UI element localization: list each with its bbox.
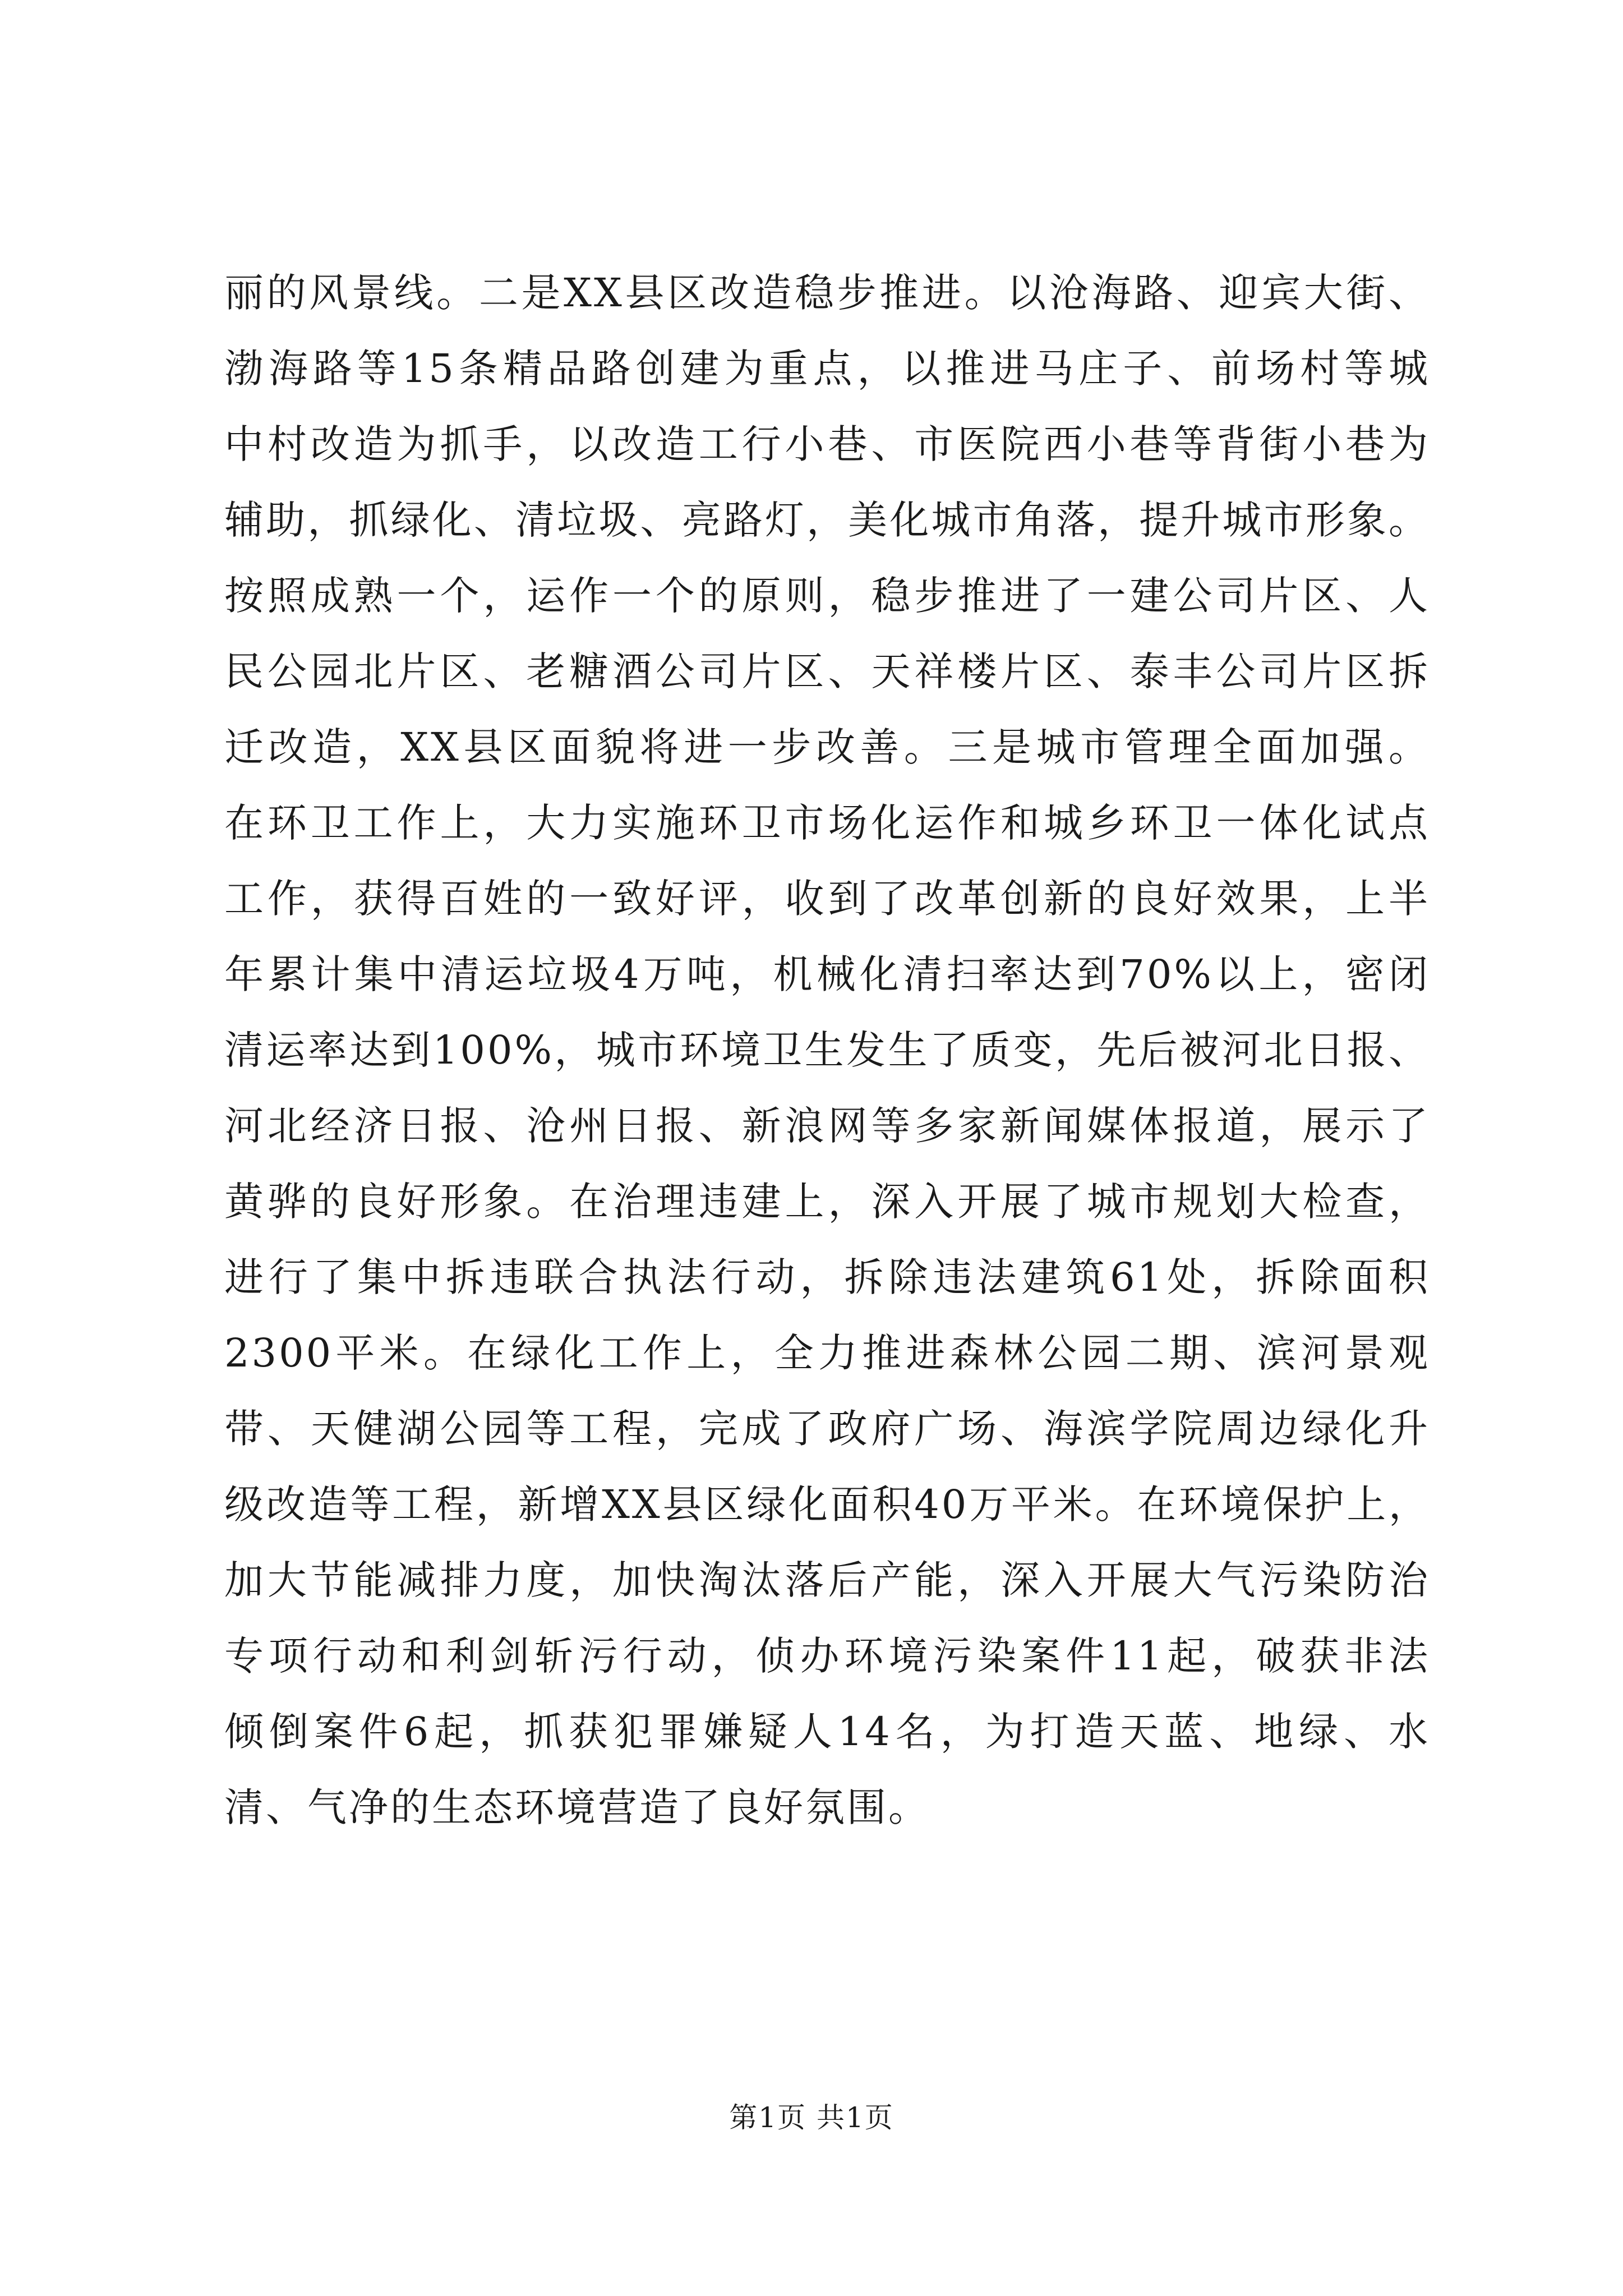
text-line: 进行了集中拆违联合执法行动，拆除违法建筑61处，拆除面积 <box>224 1254 1430 1300</box>
text-line: 丽的风景线。二是XX县区改造稳步推进。以沧海路、迎宾大街、 <box>224 270 1430 316</box>
text-line: 专项行动和利剑斩污行动，侦办环境污染案件11起，破获非法 <box>224 1633 1430 1679</box>
text-line: 黄骅的良好形象。在治理违建上，深入开展了城市规划大检查， <box>224 1179 1430 1225</box>
text-line: 河北经济日报、沧州日报、新浪网等多家新闻媒体报道，展示了 <box>224 1103 1430 1149</box>
text-line: 清运率达到100%，城市环境卫生发生了质变，先后被河北日报、 <box>224 1027 1430 1073</box>
page-footer: 第1页 共1页 <box>729 2101 894 2134</box>
text-line: 工作，获得百姓的一致好评，收到了改革创新的良好效果，上半 <box>224 876 1430 922</box>
text-line: 倾倒案件6起，抓获犯罪嫌疑人14名，为打造天蓝、地绿、水 <box>224 1709 1430 1755</box>
text-line: 年累计集中清运垃圾4万吨，机械化清扫率达到70%以上，密闭 <box>224 951 1430 997</box>
text-line: 2300平米。在绿化工作上，全力推进森林公园二期、滨河景观 <box>224 1330 1430 1376</box>
text-line: 民公园北片区、老糖酒公司片区、天祥楼片区、泰丰公司片区拆 <box>224 648 1430 694</box>
text-line: 迁改造，XX县区面貌将进一步改善。三是城市管理全面加强。 <box>224 724 1430 770</box>
text-line: 加大节能减排力度，加快淘汰落后产能，深入开展大气污染防治 <box>224 1557 1430 1603</box>
body-paragraph <box>224 255 1430 1846</box>
text-line: 在环卫工作上，大力实施环卫市场化运作和城乡环卫一体化试点 <box>224 800 1430 846</box>
text-line: 辅助，抓绿化、清垃圾、亮路灯，美化城市角落，提升城市形象。 <box>224 497 1430 543</box>
text-line: 带、天健湖公园等工程，完成了政府广场、海滨学院周边绿化升 <box>224 1406 1430 1452</box>
text-line: 中村改造为抓手，以改造工行小巷、市医院西小巷等背街小巷为 <box>224 421 1430 467</box>
text-line: 按照成熟一个，运作一个的原则，稳步推进了一建公司片区、人 <box>224 573 1430 619</box>
text-line: 渤海路等15条精品路创建为重点，以推进马庄子、前场村等城 <box>224 346 1430 392</box>
text-line: 级改造等工程，新增XX县区绿化面积40万平米。在环境保护上， <box>224 1481 1430 1527</box>
text-line: 清、气净的生态环境营造了良好氛围。 <box>224 1784 930 1830</box>
